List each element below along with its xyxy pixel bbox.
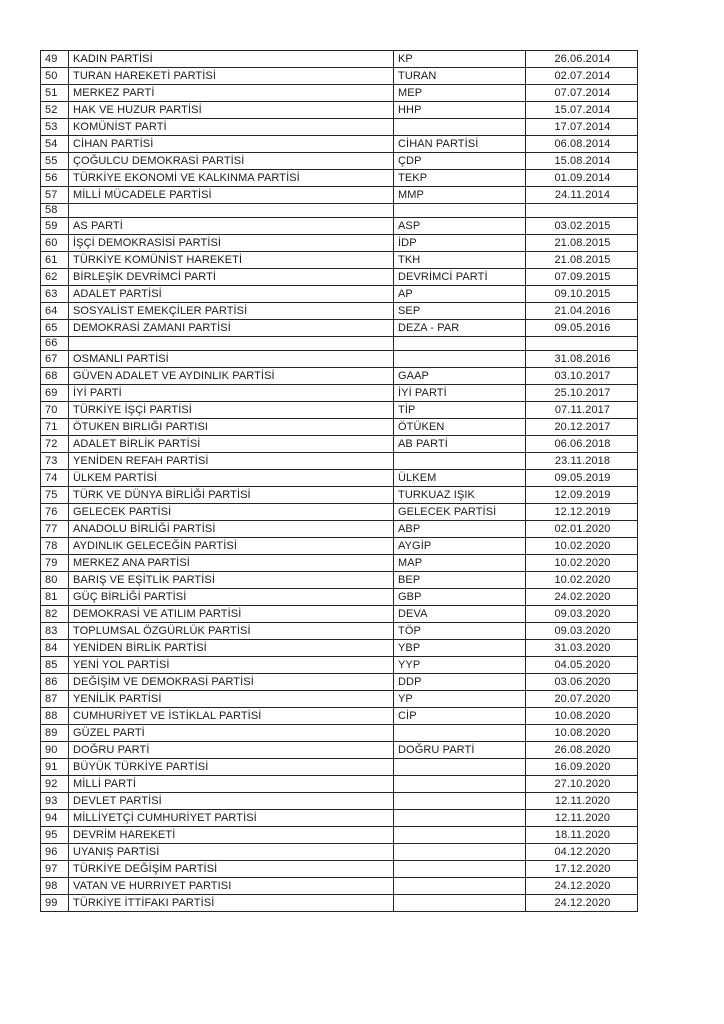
row-number-cell: 90 [41,742,69,759]
row-number-cell: 82 [41,606,69,623]
row-number-cell: 65 [41,320,69,337]
row-number-cell: 73 [41,453,69,470]
party-name-cell: CİHAN PARTİSİ [69,136,394,153]
table-row [41,436,638,453]
party-abbreviation-cell [394,759,526,776]
party-name-cell: TÜRKİYE DEĞİŞİM PARTİSİ [69,861,394,878]
foundation-date-cell: 06.08.2014 [526,136,638,153]
table-row [41,606,638,623]
party-name-cell: CUMHURİYET VE İSTİKLAL PARTİSİ [69,708,394,725]
row-number-cell: 93 [41,793,69,810]
party-abbreviation-cell: TÖP [394,623,526,640]
row-number-cell: 67 [41,351,69,368]
table-row [41,861,638,878]
table-row [41,470,638,487]
party-abbreviation-cell: YYP [394,657,526,674]
foundation-date-cell: 24.12.2020 [526,895,638,912]
table-row [41,252,638,269]
party-abbreviation-cell [394,827,526,844]
party-abbreviation-cell: TURKUAZ IŞIK [394,487,526,504]
foundation-date-cell: 10.02.2020 [526,538,638,555]
foundation-date-cell: 26.06.2014 [526,51,638,68]
party-name-cell [69,337,394,351]
foundation-date-cell: 21.04.2016 [526,303,638,320]
foundation-date-cell: 24.02.2020 [526,589,638,606]
foundation-date-cell: 09.10.2015 [526,286,638,303]
foundation-date-cell: 10.08.2020 [526,725,638,742]
row-number-cell: 60 [41,235,69,252]
party-abbreviation-cell: TEKP [394,170,526,187]
party-abbreviation-cell: MAP [394,555,526,572]
row-number-cell: 72 [41,436,69,453]
party-name-cell: YENİ YOL PARTİSİ [69,657,394,674]
foundation-date-cell: 31.08.2016 [526,351,638,368]
party-abbreviation-cell [394,878,526,895]
row-number-cell: 81 [41,589,69,606]
party-name-cell: OSMANLI PARTİSİ [69,351,394,368]
row-number-cell: 68 [41,368,69,385]
table-row [41,657,638,674]
party-name-cell: ANADOLU BİRLİĞİ PARTİSİ [69,521,394,538]
party-name-cell: GÜÇ BİRLİĞİ PARTİSİ [69,589,394,606]
table-row [41,204,638,218]
foundation-date-cell: 17.07.2014 [526,119,638,136]
row-number-cell: 51 [41,85,69,102]
party-name-cell: ÇOĞULCU DEMOKRASİ PARTİSİ [69,153,394,170]
row-number-cell: 83 [41,623,69,640]
party-abbreviation-cell: ÖTÜKEN [394,419,526,436]
party-abbreviation-cell: YP [394,691,526,708]
row-number-cell: 59 [41,218,69,235]
table-row [41,170,638,187]
foundation-date-cell: 24.12.2020 [526,878,638,895]
table-row [41,385,638,402]
foundation-date-cell: 23.11.2018 [526,453,638,470]
foundation-date-cell: 27.10.2020 [526,776,638,793]
foundation-date-cell: 12.09.2019 [526,487,638,504]
party-name-cell: BÜYÜK TÜRKİYE PARTİSİ [69,759,394,776]
foundation-date-cell: 02.07.2014 [526,68,638,85]
table-row [41,320,638,337]
table-row [41,402,638,419]
party-name-cell: BİRLEŞİK DEVRİMCİ PARTİ [69,269,394,286]
party-name-cell: SOSYALİST EMEKÇİLER PARTİSİ [69,303,394,320]
party-name-cell: DEMOKRASİ VE ATILIM PARTİSİ [69,606,394,623]
foundation-date-cell: 16.09.2020 [526,759,638,776]
row-number-cell: 92 [41,776,69,793]
row-number-cell: 61 [41,252,69,269]
party-name-cell: TÜRKİYE İTTİFAKI PARTİSİ [69,895,394,912]
row-number-cell: 95 [41,827,69,844]
party-name-cell: GELECEK PARTİSİ [69,504,394,521]
table-row [41,895,638,912]
party-name-cell: TÜRK VE DÜNYA BİRLİĞİ PARTİSİ [69,487,394,504]
table-row [41,368,638,385]
table-row [41,708,638,725]
foundation-date-cell: 17.12.2020 [526,861,638,878]
party-abbreviation-cell [394,895,526,912]
table-row [41,453,638,470]
table-row [41,572,638,589]
table-row [41,487,638,504]
party-abbreviation-cell: DOĞRU PARTİ [394,742,526,759]
table-row [41,85,638,102]
table-row [41,119,638,136]
party-abbreviation-cell: GELECEK PARTİSİ [394,504,526,521]
party-abbreviation-cell [394,337,526,351]
table-row [41,235,638,252]
party-name-cell: İŞÇİ DEMOKRASİSİ PARTİSİ [69,235,394,252]
foundation-date-cell [526,204,638,218]
row-number-cell: 62 [41,269,69,286]
party-table-body [41,51,638,912]
foundation-date-cell: 25.10.2017 [526,385,638,402]
party-name-cell: DEMOKRASİ ZAMANI PARTİSİ [69,320,394,337]
party-name-cell: HAK VE HUZUR PARTİSİ [69,102,394,119]
party-name-cell: GÜVEN ADALET VE AYDINLIK PARTİSİ [69,368,394,385]
row-number-cell: 89 [41,725,69,742]
table-row [41,674,638,691]
party-abbreviation-cell: ÜLKEM [394,470,526,487]
party-name-cell: VATAN VE HURRIYET PARTISI [69,878,394,895]
party-name-cell: GÜZEL PARTİ [69,725,394,742]
row-number-cell: 78 [41,538,69,555]
foundation-date-cell: 09.05.2016 [526,320,638,337]
row-number-cell: 50 [41,68,69,85]
party-abbreviation-cell [394,776,526,793]
foundation-date-cell: 24.11.2014 [526,187,638,204]
party-abbreviation-cell: AYGİP [394,538,526,555]
foundation-date-cell: 21.08.2015 [526,252,638,269]
row-number-cell: 56 [41,170,69,187]
row-number-cell: 79 [41,555,69,572]
foundation-date-cell: 07.07.2014 [526,85,638,102]
party-name-cell: DEĞİŞİM VE DEMOKRASİ PARTİSİ [69,674,394,691]
table-row [41,419,638,436]
table-row [41,878,638,895]
foundation-date-cell: 21.08.2015 [526,235,638,252]
row-number-cell: 86 [41,674,69,691]
table-row [41,844,638,861]
party-abbreviation-cell: TKH [394,252,526,269]
foundation-date-cell: 03.10.2017 [526,368,638,385]
party-abbreviation-cell: ABP [394,521,526,538]
foundation-date-cell: 02.01.2020 [526,521,638,538]
party-name-cell: YENİLİK PARTİSİ [69,691,394,708]
foundation-date-cell: 04.05.2020 [526,657,638,674]
party-abbreviation-cell [394,861,526,878]
row-number-cell: 64 [41,303,69,320]
foundation-date-cell: 03.02.2015 [526,218,638,235]
row-number-cell: 58 [41,204,69,218]
party-abbreviation-cell: MEP [394,85,526,102]
table-row [41,187,638,204]
row-number-cell: 85 [41,657,69,674]
party-name-cell: DOĞRU PARTİ [69,742,394,759]
table-row [41,218,638,235]
foundation-date-cell: 03.06.2020 [526,674,638,691]
party-name-cell: TÜRKİYE KOMÜNİST HAREKETİ [69,252,394,269]
table-row [41,68,638,85]
party-name-cell: TOPLUMSAL ÖZGÜRLÜK PARTİSİ [69,623,394,640]
table-row [41,810,638,827]
row-number-cell: 91 [41,759,69,776]
foundation-date-cell: 20.07.2020 [526,691,638,708]
party-abbreviation-cell: CİHAN PARTİSİ [394,136,526,153]
table-row [41,351,638,368]
party-name-cell: YENİDEN BİRLİK PARTİSİ [69,640,394,657]
party-name-cell: MERKEZ PARTİ [69,85,394,102]
foundation-date-cell: 10.08.2020 [526,708,638,725]
foundation-date-cell: 10.02.2020 [526,572,638,589]
row-number-cell: 88 [41,708,69,725]
table-row [41,827,638,844]
party-name-cell: İYİ PARTİ [69,385,394,402]
table-row [41,51,638,68]
party-abbreviation-cell: GBP [394,589,526,606]
foundation-date-cell: 01.09.2014 [526,170,638,187]
party-abbreviation-cell [394,119,526,136]
party-abbreviation-cell: İYİ PARTİ [394,385,526,402]
table-row [41,640,638,657]
table-row [41,776,638,793]
row-number-cell: 99 [41,895,69,912]
table-row [41,759,638,776]
party-abbreviation-cell: CİP [394,708,526,725]
row-number-cell: 52 [41,102,69,119]
party-name-cell: ÖTUKEN BIRLIĞI PARTISI [69,419,394,436]
party-abbreviation-cell: MMP [394,187,526,204]
party-abbreviation-cell: DEVA [394,606,526,623]
table-row [41,102,638,119]
party-abbreviation-cell [394,793,526,810]
table-row [41,504,638,521]
party-abbreviation-cell [394,844,526,861]
foundation-date-cell: 31.03.2020 [526,640,638,657]
party-abbreviation-cell: DEZA - PAR [394,320,526,337]
party-name-cell: TURAN HAREKETİ PARTİSİ [69,68,394,85]
row-number-cell: 96 [41,844,69,861]
party-abbreviation-cell: YBP [394,640,526,657]
party-name-cell: UYANIŞ PARTİSİ [69,844,394,861]
foundation-date-cell: 04.12.2020 [526,844,638,861]
row-number-cell: 53 [41,119,69,136]
row-number-cell: 80 [41,572,69,589]
foundation-date-cell: 09.05.2019 [526,470,638,487]
party-name-cell: BARIŞ VE EŞİTLİK PARTİSİ [69,572,394,589]
party-name-cell: DEVRİM HAREKETİ [69,827,394,844]
table-row [41,725,638,742]
foundation-date-cell: 06.06.2018 [526,436,638,453]
party-abbreviation-cell: DDP [394,674,526,691]
row-number-cell: 74 [41,470,69,487]
table-row [41,793,638,810]
party-name-cell [69,204,394,218]
party-abbreviation-cell: AB PARTİ [394,436,526,453]
row-number-cell: 70 [41,402,69,419]
party-name-cell: KADIN PARTİSİ [69,51,394,68]
party-abbreviation-cell: SEP [394,303,526,320]
party-abbreviation-cell [394,810,526,827]
row-number-cell: 97 [41,861,69,878]
party-abbreviation-cell: DEVRİMCİ PARTİ [394,269,526,286]
party-abbreviation-cell [394,725,526,742]
party-abbreviation-cell [394,351,526,368]
foundation-date-cell: 12.11.2020 [526,793,638,810]
party-name-cell: MİLLİYETÇİ CUMHURİYET PARTİSİ [69,810,394,827]
party-name-cell: TÜRKİYE İŞÇİ PARTİSİ [69,402,394,419]
foundation-date-cell [526,337,638,351]
party-list-table [40,50,638,912]
row-number-cell: 77 [41,521,69,538]
party-abbreviation-cell: BEP [394,572,526,589]
party-name-cell: KOMÜNİST PARTİ [69,119,394,136]
table-row [41,555,638,572]
party-name-cell: MİLLİ MÜCADELE PARTİSİ [69,187,394,204]
table-row [41,538,638,555]
table-row [41,521,638,538]
party-name-cell: TÜRKİYE EKONOMİ VE KALKINMA PARTİSİ [69,170,394,187]
party-name-cell: DEVLET PARTİSİ [69,793,394,810]
party-name-cell: AYDINLIK GELECEĞİN PARTİSİ [69,538,394,555]
party-name-cell: ÜLKEM PARTİSİ [69,470,394,487]
row-number-cell: 84 [41,640,69,657]
foundation-date-cell: 07.09.2015 [526,269,638,286]
table-row [41,286,638,303]
party-abbreviation-cell: AP [394,286,526,303]
row-number-cell: 75 [41,487,69,504]
party-name-cell: MİLLİ PARTİ [69,776,394,793]
party-abbreviation-cell: TİP [394,402,526,419]
table-row [41,337,638,351]
foundation-date-cell: 12.12.2019 [526,504,638,521]
row-number-cell: 63 [41,286,69,303]
foundation-date-cell: 10.02.2020 [526,555,638,572]
foundation-date-cell: 20.12.2017 [526,419,638,436]
foundation-date-cell: 09.03.2020 [526,606,638,623]
table-row [41,153,638,170]
table-row [41,589,638,606]
party-name-cell: ADALET PARTİSİ [69,286,394,303]
foundation-date-cell: 12.11.2020 [526,810,638,827]
foundation-date-cell: 07.11.2017 [526,402,638,419]
row-number-cell: 94 [41,810,69,827]
table-row [41,623,638,640]
party-abbreviation-cell: ÇDP [394,153,526,170]
party-abbreviation-cell: GAAP [394,368,526,385]
foundation-date-cell: 15.08.2014 [526,153,638,170]
party-abbreviation-cell: ASP [394,218,526,235]
party-abbreviation-cell: KP [394,51,526,68]
row-number-cell: 76 [41,504,69,521]
party-abbreviation-cell: HHP [394,102,526,119]
party-name-cell: AS PARTİ [69,218,394,235]
foundation-date-cell: 15.07.2014 [526,102,638,119]
party-abbreviation-cell [394,453,526,470]
row-number-cell: 49 [41,51,69,68]
party-abbreviation-cell: TURAN [394,68,526,85]
table-row [41,303,638,320]
party-abbreviation-cell [394,204,526,218]
row-number-cell: 71 [41,419,69,436]
row-number-cell: 55 [41,153,69,170]
foundation-date-cell: 18.11.2020 [526,827,638,844]
row-number-cell: 57 [41,187,69,204]
party-name-cell: ADALET BİRLİK PARTİSİ [69,436,394,453]
row-number-cell: 69 [41,385,69,402]
row-number-cell: 66 [41,337,69,351]
row-number-cell: 54 [41,136,69,153]
foundation-date-cell: 09.03.2020 [526,623,638,640]
table-row [41,136,638,153]
table-row [41,742,638,759]
party-name-cell: MERKEZ ANA PARTİSİ [69,555,394,572]
row-number-cell: 87 [41,691,69,708]
foundation-date-cell: 26.08.2020 [526,742,638,759]
party-name-cell: YENİDEN REFAH PARTİSİ [69,453,394,470]
party-abbreviation-cell: İDP [394,235,526,252]
table-row [41,691,638,708]
row-number-cell: 98 [41,878,69,895]
table-row [41,269,638,286]
